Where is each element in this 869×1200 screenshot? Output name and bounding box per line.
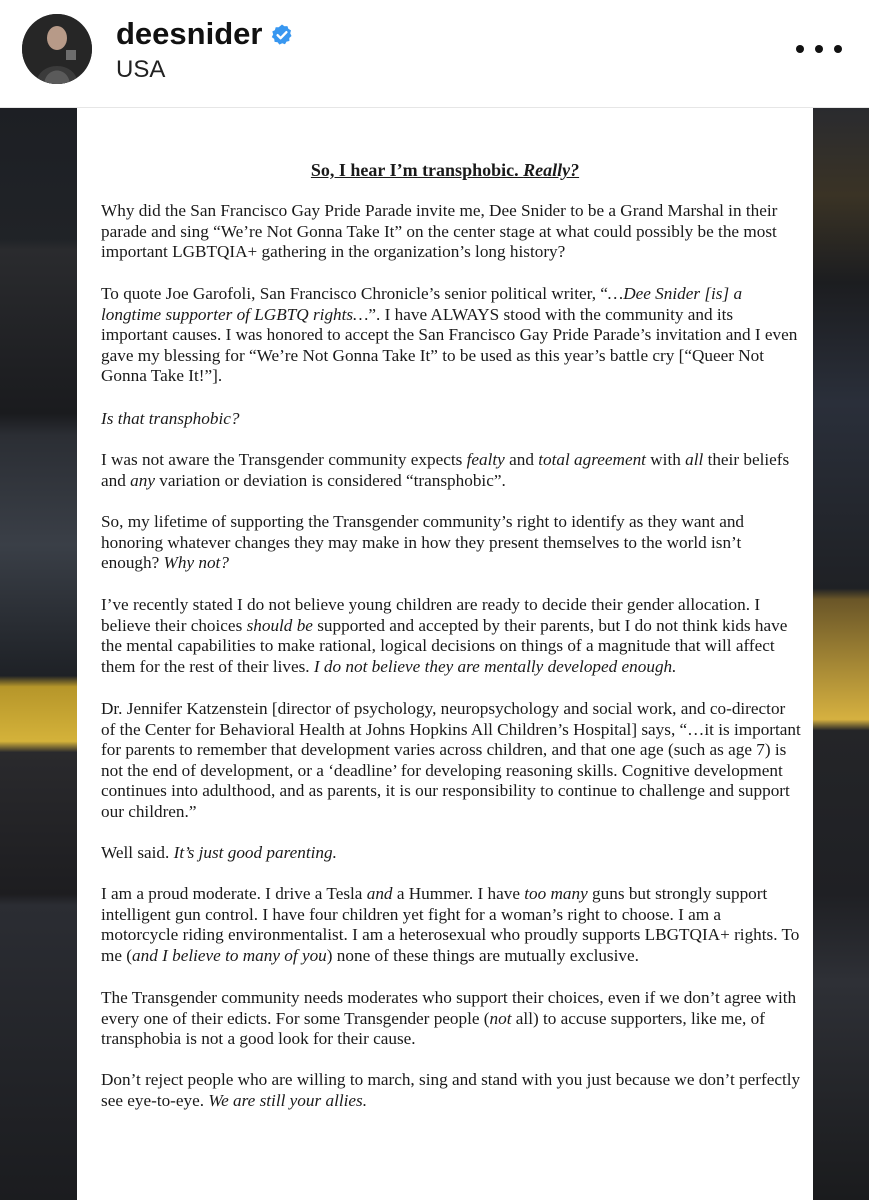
paragraph-10: The Transgender community needs moderates who support their choices, even if we don’t agree with every one of their edicts. For some Transgender people (not all) to accuse supporters, like me, of transphobia is not a good look for their cause.: [101, 988, 797, 1049]
avatar[interactable]: [22, 14, 92, 84]
paragraph-9: I am a proud moderate. I drive a Tesla and a Hummer. I have too many guns but strongly support intelligent gun control. I have four children yet fight for a woman’s right to choose. I am a motorcycle riding environmentalist. I am a heterosexual who proudly supports LBGTQIA+ rights. To me (and I believe to many of you) none of these things are mutually exclusive.: [101, 884, 800, 965]
more-options-button[interactable]: [796, 36, 842, 62]
paragraph-7: Dr. Jennifer Katzenstein [director of psychology, neuropsychology and social work, and co-director of the Center for Behavioral Health at Johns Hopkins All Children’s Hospital] says, “…it is important for parents to remember that development varies across children, and that one age (such as age 7) is not the end of development, or a ‘deadline’ for developing reasoning skills. Cognitive development continues into adulthood, and as parents, it is our responsibility to continue to challenge and support our children.”: [101, 699, 801, 821]
post-image[interactable]: [0, 108, 869, 1200]
statement-document: [77, 108, 813, 1200]
post-header: [0, 0, 869, 108]
more-options-icon: [834, 45, 842, 53]
paragraph-5: So, my lifetime of supporting the Transgender community’s right to identify as they want and honoring whatever changes they may make in how they present themselves to the world isn’t enough? Why not?: [101, 512, 745, 573]
username[interactable]: [116, 15, 294, 53]
background-collage-right: [813, 108, 869, 1200]
paragraph-4: I was not aware the Transgender community expects fealty and total agreement with all their beliefs and any variation or deviation is considered “transphobic”.: [101, 450, 790, 490]
more-options-icon: [815, 45, 823, 53]
paragraph-11: Don’t reject people who are willing to march, sing and stand with you just because we don’t perfectly see eye-to-eye. We are still your allies.: [101, 1070, 801, 1110]
paragraph-8: Well said. It’s just good parenting.: [101, 843, 337, 862]
background-collage-left: [0, 108, 77, 1200]
paragraph-2: To quote Joe Garofoli, San Francisco Chronicle’s senior political writer, “…Dee Snider [is] a longtime supporter of LGBTQ rights…”. I have ALWAYS stood with the community and its important causes. I was honored to accept the San Francisco Gay Pride Parade’s invitation and I even gave my blessing for “We’re Not Gonna Take It” to be used as this year’s battle cry [“Queer Not Gonna Take It!”].: [101, 284, 798, 386]
paragraph-3: Is that transphobic?: [101, 409, 240, 428]
paragraph-1: Why did the San Francisco Gay Pride Parade invite me, Dee Snider to be a Grand Marshal in their parade and sing “We’re Not Gonna Take It” on the center stage at what could possibly be the most important LGBTQIA+ gathering in the organization’s long history?: [101, 201, 778, 262]
document-title: So, I hear I’m transphobic. Really?: [310, 160, 580, 180]
post-location[interactable]: USA: [116, 56, 166, 83]
more-options-icon: [796, 45, 804, 53]
username-text[interactable]: deesnider: [116, 16, 263, 51]
verified-badge-icon: [270, 23, 294, 47]
paragraph-6: I’ve recently stated I do not believe young children are ready to decide their gender allocation. I believe their choices should be supported and accepted by their parents, but I do not think kids have the mental capabilities to make rational, logical decisions on things of a magnitude that will affect them for the rest of their lives. I do not believe they are mentally developed enough.: [101, 595, 788, 676]
avatar-photo-icon: [22, 14, 92, 84]
